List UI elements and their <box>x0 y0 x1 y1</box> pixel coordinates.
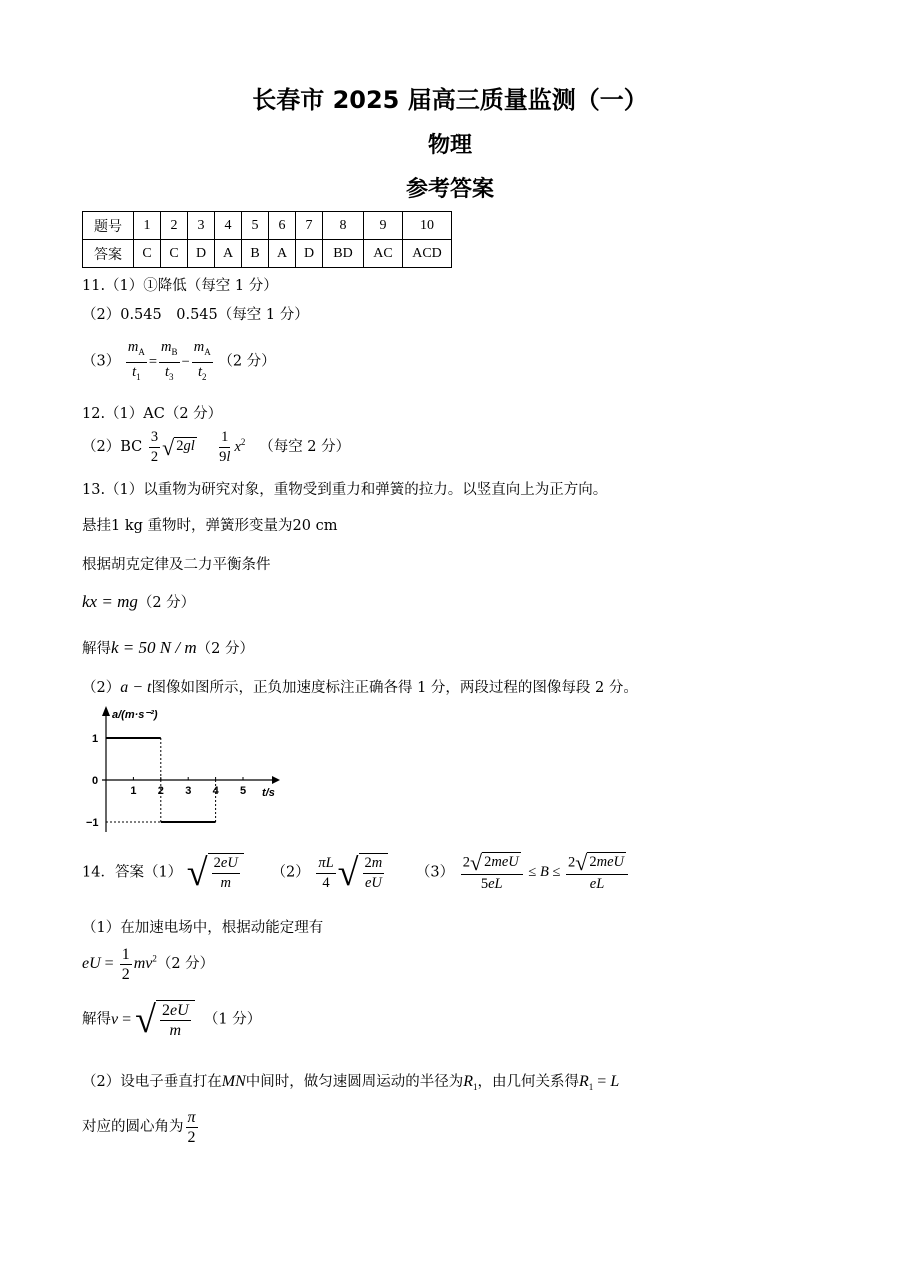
x-tick-label: 1 <box>130 785 137 797</box>
q14-velocity-result: 解得v = √ $\frac{2eU}{m}$ （1 分） <box>82 999 262 1041</box>
q14-velocity-label: 解得 <box>82 1011 111 1028</box>
q12-part2-formula-2: $\frac{1}{9l}$ $x^2$ <box>219 429 246 465</box>
question-number: 5 <box>242 212 269 240</box>
answer-cell: C <box>161 240 188 268</box>
q14-part1: （1）在加速电场中，根据动能定理有 <box>82 920 324 936</box>
q13-part6-formula: a − t <box>120 679 152 696</box>
q13-part3: 根据胡克定律及二力平衡条件 <box>82 557 271 573</box>
q11-part3-formula: $\frac{m_A}{t_1}$ = $\frac{m_B}{t_3}$ − $\frac{m_A}{t_2}$ <box>127 339 211 382</box>
question-number: 10 <box>403 212 452 240</box>
q14-part3: 对应的圆心角为 $\frac{\pi}{2}$ <box>82 1109 196 1146</box>
question-number: 6 <box>269 212 296 240</box>
x-tick-label: 3 <box>185 785 192 797</box>
answer-cell: BD <box>323 240 364 268</box>
y-tick-label: −1 <box>86 817 99 829</box>
question-number: 3 <box>188 212 215 240</box>
question-number: 1 <box>134 212 161 240</box>
q14-answer-label-2: （2） <box>271 864 310 881</box>
y-axis-arrow <box>102 706 110 716</box>
q14-answer-1: √ $\frac{2eU}{m}$ <box>187 864 244 880</box>
q14-answer-3: 2 √ 2meU 5eL ≤ B ≤ 2 √ 2meU eL <box>459 864 630 880</box>
q12-part2-formula-1: $\frac{3}{2}$ √ 2gl <box>150 429 195 465</box>
x-axis-arrow <box>272 776 280 784</box>
q11-part3 <box>82 338 276 387</box>
question-number: 8 <box>323 212 364 240</box>
x-tick-label: 4 <box>212 785 219 797</box>
answer-title: 参考答案 <box>405 177 494 202</box>
q14-answer-label-3: （3） <box>415 864 455 881</box>
answer-cell: D <box>188 240 215 268</box>
question-number-row <box>83 212 452 240</box>
q14-answer-label-1: 14．答案（1） <box>82 864 183 881</box>
q13-part6-label: （2） <box>82 680 121 696</box>
q13-part2: 悬挂1 kg 重物时，弹簧形变量为20 cm <box>82 518 338 534</box>
q13-part4 <box>82 591 195 612</box>
answer-row <box>83 240 452 268</box>
question-number: 7 <box>296 212 323 240</box>
header-label: 题号 <box>83 212 134 240</box>
q13-part4-score: （2 分） <box>137 595 196 611</box>
x-tick-label: 2 <box>157 785 164 797</box>
x-axis-label: t/s <box>262 787 275 799</box>
y-tick-label: 1 <box>92 733 99 745</box>
q12-part2-score: （每空 2 分） <box>259 438 351 455</box>
q14-energy-equation: eU = $\frac{1}{2}$ $mv^2(2$ 分） <box>82 946 215 983</box>
answer-cell: AC <box>364 240 403 268</box>
answer-table <box>82 211 452 268</box>
q14-energy-score: （2 分） <box>156 956 215 973</box>
a-t-chart <box>82 704 282 834</box>
q11-part2: （2）0.545 0.545（每空 1 分） <box>82 307 309 323</box>
answer-cell: ACD <box>403 240 452 268</box>
answer-label: 答案 <box>83 240 134 268</box>
y-axis-label: a/(m·s⁻²) <box>112 709 158 721</box>
answer-cell: D <box>296 240 323 268</box>
q14-answer <box>82 852 630 894</box>
q14-part2: （2）设电子垂直打在MN中间时，做匀速圆周运动的半径为$R_1$，由几何关系得$R_1 = L$ <box>82 1073 620 1093</box>
q12-part2 <box>82 428 350 467</box>
answer-cell: C <box>134 240 161 268</box>
y-tick-label: 0 <box>92 775 99 787</box>
q13-part5 <box>82 637 254 658</box>
q13-part1: 13.（1）以重物为研究对象，重物受到重力和弹簧的拉力。以竖直向上为正方向。 <box>82 482 608 498</box>
question-number: 2 <box>161 212 188 240</box>
q11-part3-score: （2 分） <box>218 353 276 370</box>
q13-part6 <box>82 676 638 697</box>
q12-part1: 12.（1）AC（2 分） <box>82 406 223 422</box>
answer-cell: B <box>242 240 269 268</box>
q14-velocity-score: （1 分） <box>203 1011 262 1028</box>
q13-part5-score: （2 分） <box>196 641 254 657</box>
subject-title: 物理 <box>427 133 472 158</box>
question-number: 4 <box>215 212 242 240</box>
q13-part6-text: 图像如图所示，正负加速度标注正确各得 1 分，两段过程的图像每段 2 分。 <box>151 680 638 696</box>
q13-k-result: k = 50 N / m <box>111 638 197 657</box>
answer-cell: A <box>215 240 242 268</box>
x-tick-label: 5 <box>240 785 247 797</box>
answer-cell: A <box>269 240 296 268</box>
q12-part2-label: （2）BC <box>82 438 143 455</box>
question-number: 9 <box>364 212 403 240</box>
q14-answer-2: $\frac{\pi L}{4}$ √ $\frac{2m}{eU}$ <box>314 864 388 880</box>
q13-part5-label: 解得 <box>82 641 111 657</box>
q11-part3-label: （3） <box>82 353 121 370</box>
q11-part1: 11.（1）①降低（每空 1 分） <box>82 278 278 294</box>
main-title: 长春市 2025 届高三质量监测（一） <box>252 86 648 114</box>
q13-hooke-equation: kx = mg <box>82 592 138 611</box>
